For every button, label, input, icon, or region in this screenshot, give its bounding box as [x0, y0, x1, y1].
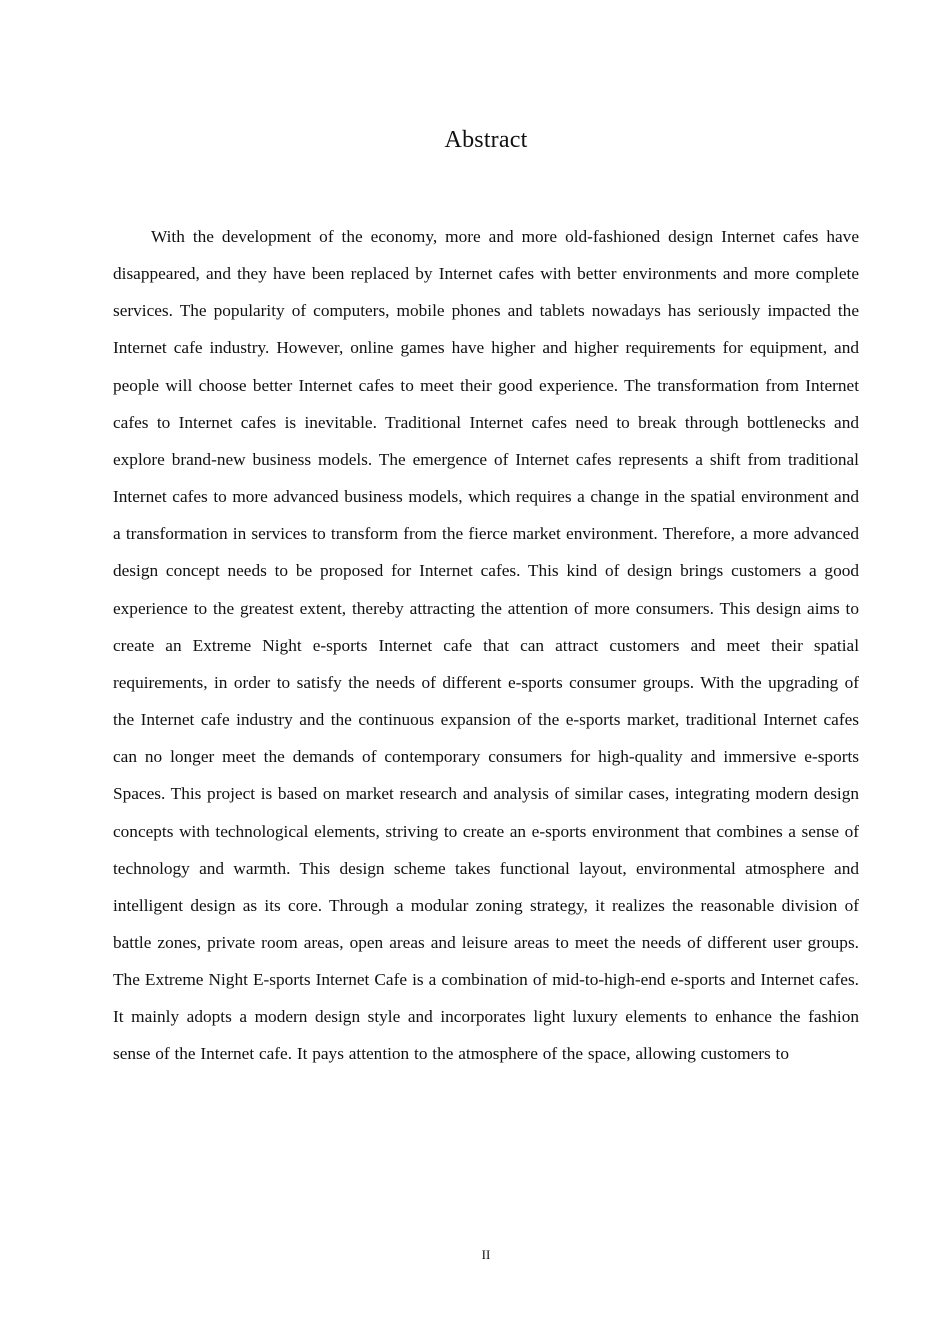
- page-title: Abstract: [444, 127, 528, 153]
- page-number: II: [481, 1247, 491, 1262]
- abstract-paragraph: With the development of the economy, more and more old-fashioned design Internet cafes have disappeared, and they have been replaced by Internet cafes with better environments and more complete services. The popularity of computers, mobile phones and tablets nowadays has seriously impacted the Internet cafe industry. However, online games have higher and higher requirements for equipment, and people will choose better Internet cafes to meet their good experience. The transformation from Internet cafes to Internet cafes is inevitable. Traditional Internet cafes need to break through bottlenecks and explore brand-new business models. The emergence of Internet cafes represents a shift from traditional Internet cafes to more advanced business models, which requires a change in the spatial environment and a transformation in services to transform from the fierce market environment. Therefore, a more advanced design concept needs to be proposed for Internet cafes. This kind of design brings customers a good experience to the greatest extent, thereby attracting the attention of more consumers. This design aims to create an Extreme Night e-sports Internet cafe that can attract customers and meet their spatial requirements, in order to satisfy the needs of different e-sports consumer groups. With the upgrading of the Internet cafe industry and the continuous expansion of the e-sports market, traditional Internet cafes can no longer meet the demands of contemporary consumers for high-quality and immersive e-sports Spaces. This project is based on market research and analysis of similar cases, integrating modern design concepts with technological elements, striving to create an e-sports environment that combines a sense of technology and warmth. This design scheme takes functional layout, environmental atmosphere and intelligent design as its core. Through a modular zoning strategy, it realizes the reasonable division of battle zones, private room areas, open areas and leisure areas to meet the needs of different user groups. The Extreme Night E-sports Internet Cafe is a combination of mid-to-high-end e-sports and Internet cafes. It mainly adopts a modern design style and incorporates light luxury elements to enhance the fashion sense of the Internet cafe. It pays attention to the atmosphere of the space, allowing customers to: [113, 227, 859, 1064]
